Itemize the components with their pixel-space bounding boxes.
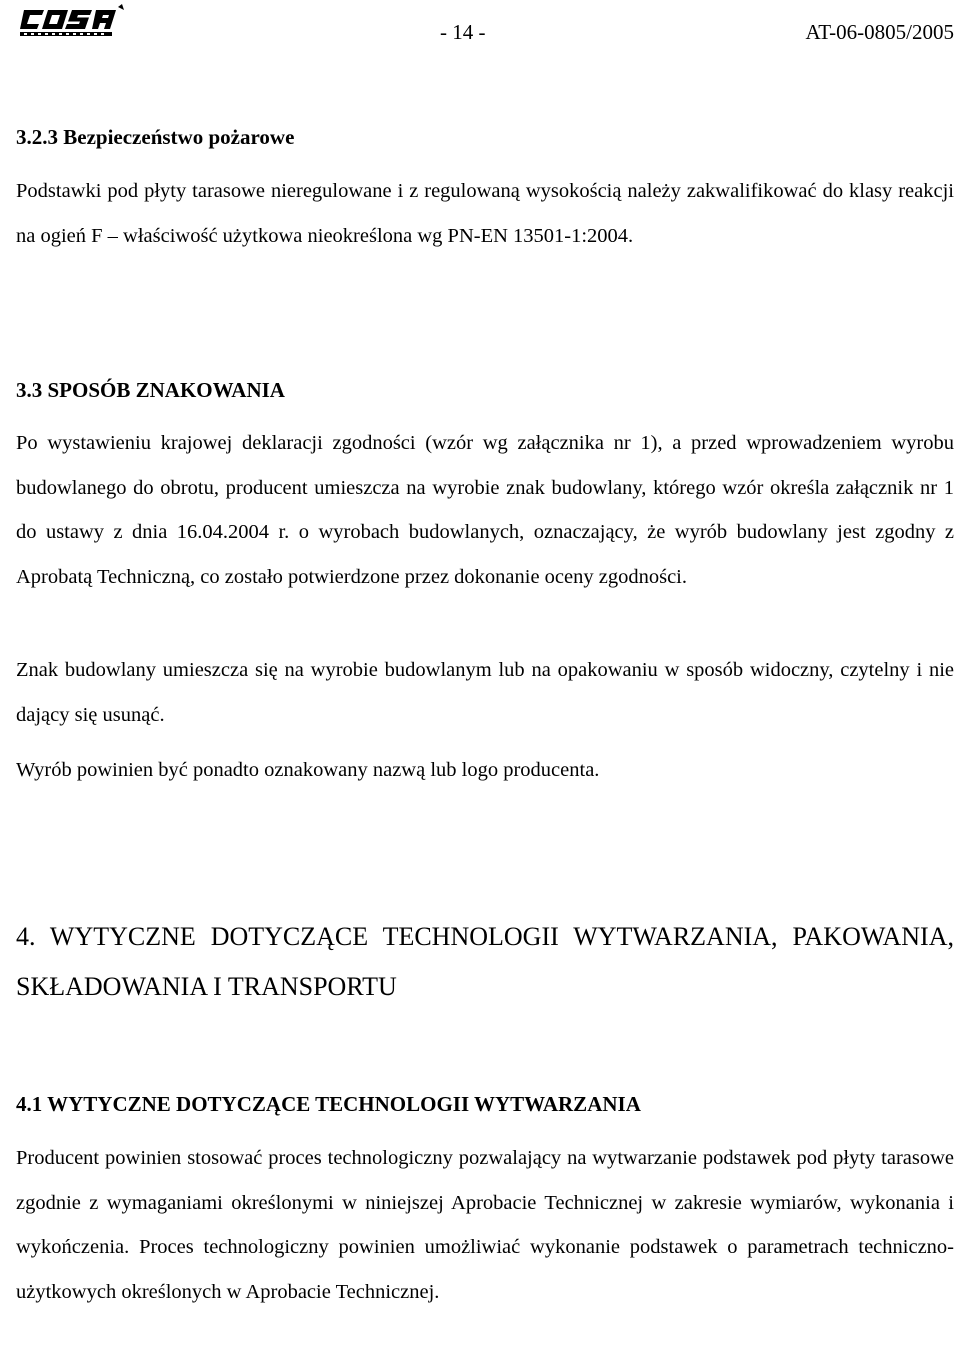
section-heading-3-3: 3.3 SPOSÓB ZNAKOWANIA <box>16 378 285 402</box>
page-number: - 14 - <box>440 20 486 44</box>
paragraph-marking-2: Znak budowlany umieszcza się na wyrobie budowlanym lub na opakowaniu w sposób widoczny, czytelny i nie dający się usunąć. <box>16 659 954 726</box>
document-id: AT-06-0805/2005 <box>805 20 954 44</box>
section-heading-3-2-3: 3.2.3 Bezpieczeństwo pożarowe <box>16 125 295 149</box>
company-logo <box>18 4 128 38</box>
paragraph-fire-safety: Podstawki pod płyty tarasowe nieregulowane i z regulowaną wysokością należy zakwalifikować do klasy reakcji na ogień F – właściwość użytkowa nieokreślona wg PN-EN 13501-1:2004. <box>16 180 954 247</box>
paragraph-marking-3: Wyrób powinien być ponadto oznakowany nazwą lub logo producenta. <box>16 759 600 781</box>
paragraph-marking-1: Po wystawieniu krajowej deklaracji zgodności (wzór wg załącznika nr 1), a przed wprowadzeniem wyrobu budowlanego do obrotu, producent umieszcza na wyrobie znak budowlany, którego wzór określa załącznik nr 1 do ustawy z dnia 16.04.2004 r. o wyrobach budowlanych, oznaczający, że wyrób budowlany jest zgodny z Aprobatą Techniczną, co zostało potwierdzone przez dokonanie oceny zgodności. <box>16 432 954 588</box>
section-heading-4-1: 4.1 WYTYCZNE DOTYCZĄCE TECHNOLOGII WYTWARZANIA <box>16 1092 641 1116</box>
paragraph-technology: Producent powinien stosować proces technologiczny pozwalający na wytwarzanie podstawek pod płyty tarasowe zgodnie z wymaganiami określonymi w niniejszej Aprobacie Technicznej w zakresie wymiarów, wykonania i wykończenia. Proces technologiczny powinien umożliwiać wykonanie podstawek o parametrach techniczno-użytkowych określonych w Aprobacie Technicznej. <box>16 1147 954 1303</box>
chapter-heading-4: 4. WYTYCZNE DOTYCZĄCE TECHNOLOGII WYTWARZANIA, PAKOWANIA, SKŁADOWANIA I TRANSPORTU <box>16 922 954 1001</box>
